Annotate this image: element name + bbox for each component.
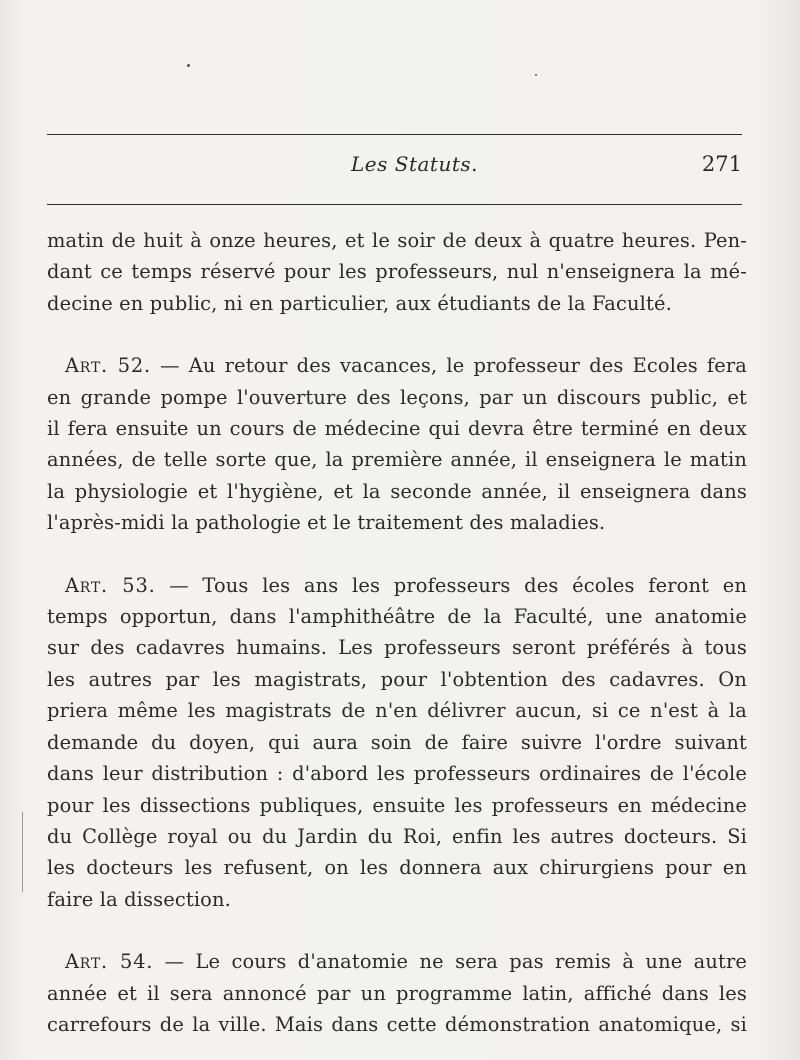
text-line: sur des cadavres humains. Les professeurs seront préférés à tous [47, 636, 747, 660]
running-title: Les Statuts. [351, 152, 478, 176]
text-run: — Tous les ans les professeurs des écoles feront en [155, 573, 747, 597]
text-line: decine en public, ni en particulier, aux étudiants de la Faculté. [47, 291, 672, 315]
text-line: dans leur distribution : d'abord les professeurs ordinaires de l'école [47, 762, 747, 786]
text-line: l'après-midi la pathologie et le traitement des maladies. [47, 511, 606, 535]
header-rule-bottom [47, 204, 742, 205]
article-53 [47, 570, 747, 915]
text-line: dant ce temps réservé pour les professeurs, nul n'enseignera la mé- [47, 260, 747, 284]
text-line: temps opportun, dans l'amphithéâtre de la Faculté, une anatomie [47, 605, 747, 629]
paragraph-continuation [47, 225, 747, 319]
article-label: Art. 52. [65, 354, 151, 378]
text-line: les docteurs les refusent, on les donnera aux chirurgiens pour en [47, 856, 747, 880]
text-line: carrefours de la ville. Mais dans cette démonstration anatomique, si [47, 1012, 747, 1036]
text-line: en grande pompe l'ouverture des leçons, par un discours public, et [47, 385, 747, 409]
text-line: année et il sera annoncé par un programme latin, affiché dans les [47, 981, 747, 1005]
running-head [47, 152, 742, 182]
paper-speck [187, 64, 190, 67]
text-line: priera même les magistrats de n'en délivrer aucun, si ce n'est à la [47, 699, 747, 723]
text-line [47, 946, 747, 977]
text-run: — Au retour des vacances, le professeur des Ecoles fera [151, 354, 747, 378]
page-number: 271 [701, 152, 742, 176]
article-52 [47, 350, 747, 538]
article-label: Art. 53. [65, 573, 156, 597]
text-run: — Le cours d'anatomie ne sera pas remis à une autre [153, 950, 748, 974]
text-line: du Collège royal ou du Jardin du Roi, enfin les autres docteurs. Si [47, 824, 747, 848]
header-rule-top [47, 134, 742, 135]
article-54 [47, 946, 747, 1040]
article-label: Art. 54. [65, 950, 154, 974]
text-line: les autres par les magistrats, pour l'obtention des cadavres. On [47, 667, 747, 691]
text-line: années, de telle sorte que, la première année, il enseignera le matin [47, 448, 747, 472]
text-line: il fera ensuite un cours de médecine qui devra être terminé en deux [47, 417, 747, 441]
text-line: la physiologie et l'hygiène, et la seconde année, il enseignera dans [47, 479, 747, 503]
margin-mark [22, 812, 23, 892]
text-line [47, 350, 747, 381]
text-line: faire la dissection. [47, 887, 231, 911]
text-line: matin de huit à onze heures, et le soir de deux à quatre heures. Pen- [47, 229, 747, 252]
paper-speck [535, 74, 537, 76]
body-text [47, 225, 747, 1040]
text-line: demande du doyen, qui aura soin de faire suivre l'ordre suivant [47, 730, 747, 754]
text-line: pour les dissections publiques, ensuite les professeurs en médecine [47, 793, 747, 817]
text-line [47, 570, 747, 601]
